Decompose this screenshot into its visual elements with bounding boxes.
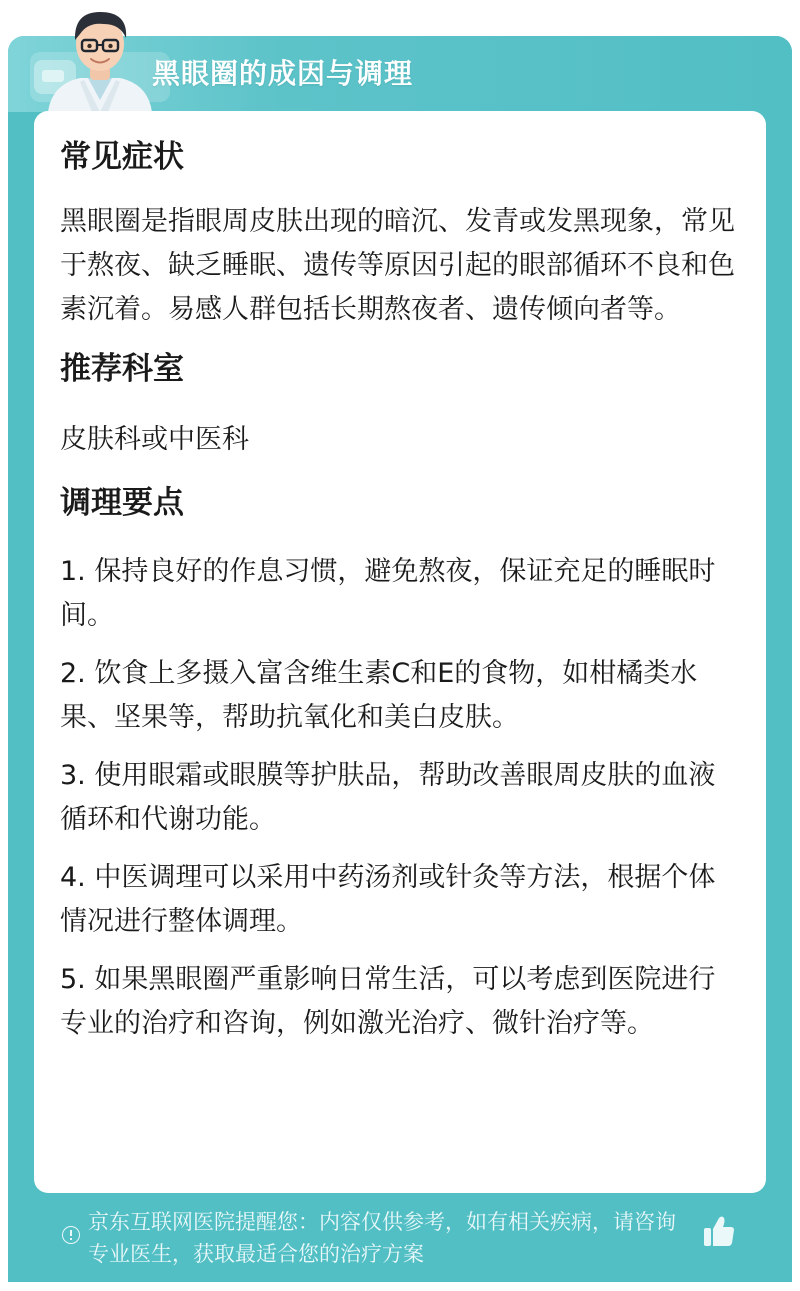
disclaimer-text: 京东互联网医院提醒您：内容仅供参考，如有相关疾病，请咨询专业医生，获取最适合您的治疗方案 [88, 1210, 676, 1266]
section-heading-symptoms: 常见症状 [60, 139, 184, 175]
section-heading-department: 推荐科室 [60, 351, 184, 387]
care-tip-5: 5. 如果黑眼圈严重影响日常生活，可以考虑到医院进行专业的治疗和咨询，例如激光治疗、微针治疗等。 [60, 964, 716, 1039]
thumbs-up-icon[interactable] [703, 1214, 735, 1248]
care-tip-2: 2. 饮食上多摄入富含维生素C和E的食物，如柑橘类水果、坚果等，帮助抗氧化和美白皮肤。 [60, 658, 698, 733]
care-tip-3: 3. 使用眼霜或眼膜等护肤品，帮助改善眼周皮肤的血液循环和代谢功能。 [60, 760, 716, 835]
doctor-avatar [40, 4, 160, 112]
page-title: 黑眼圈的成因与调理 [152, 57, 414, 90]
care-tip-1: 1. 保持良好的作息习惯，避免熬夜，保证充足的睡眠时间。 [60, 556, 716, 631]
symptoms-text: 黑眼圈是指眼周皮肤出现的暗沉、发青或发黑现象，常见于熬夜、缺乏睡眠、遗传等原因引起的眼部循环不良和色素沉着。易感人群包括长期熬夜者、遗传倾向者等。 [60, 206, 735, 325]
info-circle-icon [62, 1226, 80, 1244]
footer-disclaimer [62, 1206, 742, 1270]
department-text: 皮肤科或中医科 [60, 424, 249, 455]
article-content [60, 136, 740, 1046]
section-heading-care: 调理要点 [60, 485, 184, 521]
care-tip-4: 4. 中医调理可以采用中药汤剂或针灸等方法，根据个体情况进行整体调理。 [60, 862, 716, 937]
